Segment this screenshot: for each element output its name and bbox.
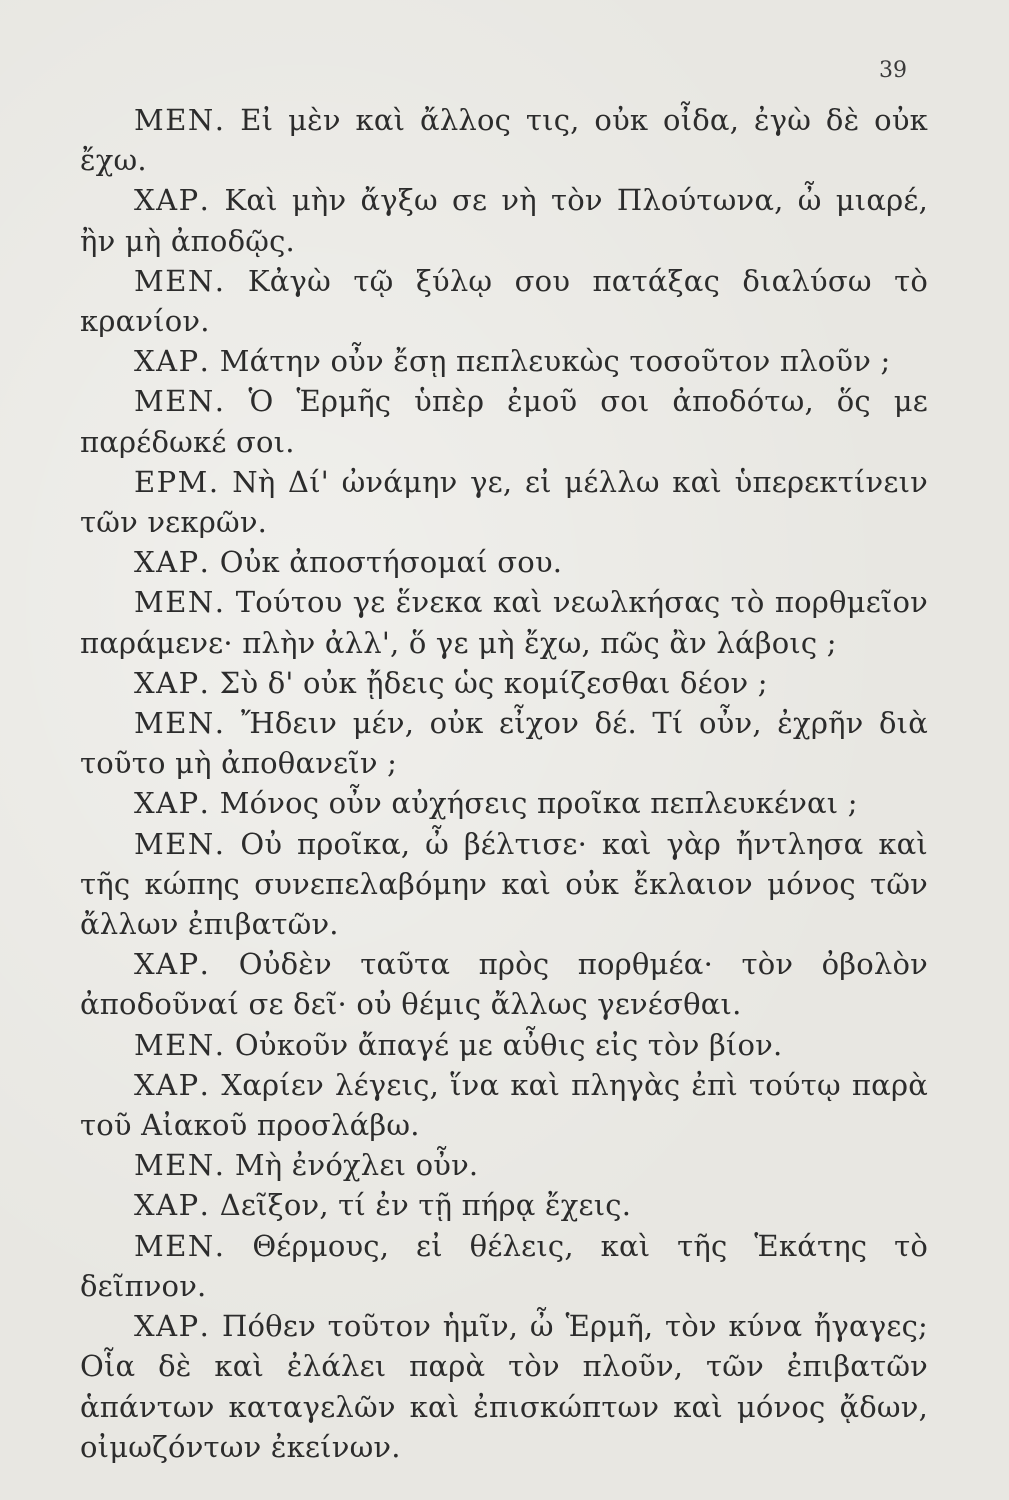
line-text: Νὴ Δί' ὠνάμην γε, εἰ μέλλω καὶ ὑπερεκτίνειν τῶν νεκρῶν.	[80, 464, 929, 540]
speaker-label: ΜΕΝ.	[134, 585, 226, 620]
line-text: Οὐ προῖκα, ὦ βέλτισε· καὶ γὰρ ἤντλησα καὶ τῆς κώπης συνεπελαβόμην καὶ οὐκ ἔκλαιον μόνος τῶν ἄλλων ἐπιβατῶν.	[80, 826, 929, 942]
speaker-label: ΧΑΡ.	[134, 947, 211, 982]
dialogue-line	[80, 783, 928, 823]
dialogue-line	[80, 703, 928, 783]
line-text: Χαρίεν λέγεις, ἵνα καὶ πληγὰς ἐπὶ τούτῳ παρὰ τοῦ Αἰακοῦ προσλάβω.	[80, 1067, 929, 1143]
line-text: Εἰ μὲν καὶ ἄλλος τις, οὐκ οἶδα, ἐγὼ δὲ οὐκ ἔχω.	[80, 103, 928, 178]
speaker-label: ΧΑΡ.	[134, 665, 211, 700]
line-text: Θέρμους, εἰ θέλεις, καὶ τῆς Ἑκάτης τὸ δεῖπνον.	[80, 1228, 928, 1303]
speaker-label: ΧΑΡ.	[134, 786, 211, 821]
speaker-label: ΜΕΝ.	[134, 263, 226, 298]
dialogue-line	[80, 582, 928, 662]
dialogue-line	[80, 542, 928, 582]
speaker-label: ΧΑΡ.	[134, 1188, 211, 1223]
line-text: Μάτην οὖν ἔσῃ πεπλευκὼς τοσοῦτον πλοῦν ;	[219, 344, 891, 379]
speaker-label: ΜΕΝ.	[134, 1148, 226, 1183]
speaker-label: ΜΕΝ.	[134, 103, 226, 137]
dialogue-line	[80, 261, 928, 341]
dialogue-line	[80, 462, 928, 542]
dialogue-text	[80, 100, 928, 1467]
line-text: Οὐκοῦν ἄπαγέ με αὖθις εἰς τὸν βίον.	[234, 1027, 783, 1062]
dialogue-line	[80, 1306, 928, 1467]
dialogue-line	[80, 1145, 928, 1185]
dialogue-line	[80, 1226, 928, 1306]
line-text: Κἀγὼ τῷ ξύλῳ σου πατάξας διαλύσω τὸ κρανίον.	[80, 263, 929, 339]
speaker-label: ΧΑΡ.	[134, 1067, 211, 1102]
speaker-label: ΧΑΡ.	[134, 545, 211, 580]
dialogue-line	[80, 824, 928, 945]
line-text: Μὴ ἐνόχλει οὖν.	[234, 1148, 479, 1183]
dialogue-line	[80, 944, 928, 1024]
line-text: Ἤδειν μέν, οὐκ εἶχον δέ. Τί οὖν, ἐχρῆν διὰ τοῦτο μὴ ἀποθανεῖν ;	[80, 706, 929, 781]
line-text: Καὶ μὴν ἄγξω σε νὴ τὸν Πλούτωνα, ὦ μιαρέ, ἢν μὴ ἀποδῷς.	[80, 183, 929, 258]
line-text: Τούτου γε ἕνεκα καὶ νεωλκήσας τὸ πορθμεῖον παράμενε· πλὴν ἀλλ', ὅ γε μὴ ἔχω, πῶς ἂν λάβοις ;	[80, 585, 928, 660]
line-text: Μόνος οὖν αὐχήσεις προῖκα πεπλευκέναι ;	[219, 786, 858, 821]
speaker-label: ΧΑΡ.	[134, 1309, 211, 1344]
speaker-label: ΧΑΡ.	[134, 183, 211, 218]
speaker-label: ΜΕΝ.	[134, 1027, 226, 1062]
dialogue-line	[80, 381, 928, 461]
line-text: Δεῖξον, τί ἐν τῇ πήρᾳ ἔχεις.	[219, 1188, 632, 1223]
dialogue-line	[80, 1025, 928, 1065]
line-text: Οὐκ ἀποστήσομαί σου.	[219, 545, 563, 580]
dialogue-line	[80, 100, 928, 180]
speaker-label: ΜΕΝ.	[134, 384, 226, 419]
speaker-label: ΜΕΝ.	[134, 706, 226, 741]
speaker-label: ΕΡΜ.	[134, 464, 220, 499]
dialogue-line	[80, 663, 928, 703]
page-number: 39	[879, 58, 907, 83]
line-text: Ὁ Ἑρμῆς ὑπὲρ ἐμοῦ σοι ἀποδότω, ὅς με παρέδωκέ σοι.	[80, 384, 928, 459]
speaker-label: ΜΕΝ.	[134, 826, 226, 861]
dialogue-line	[80, 1065, 928, 1145]
line-text: Πόθεν τοῦτον ἡμῖν, ὦ Ἑρμῆ, τὸν κύνα ἤγαγες; Οἷα δὲ καὶ ἐλάλει παρὰ τὸν πλοῦν, τῶν ἐπιβατῶν ἁπάντων καταγελῶν καὶ ἐπισκώπτων καὶ μόνος ᾄδων, οἰμωζόντων ἐκείνων.	[80, 1309, 928, 1464]
dialogue-line	[80, 180, 928, 260]
speaker-label: ΧΑΡ.	[134, 344, 211, 379]
speaker-label: ΜΕΝ.	[134, 1228, 226, 1263]
line-text: Σὺ δ' οὐκ ᾔδεις ὡς κομίζεσθαι δέον ;	[219, 665, 768, 700]
dialogue-line	[80, 1185, 928, 1225]
line-text: Οὐδὲν ταῦτα πρὸς πορθμέα· τὸν ὀβολὸν ἀποδοῦναί σε δεῖ· οὐ θέμις ἄλλως γενέσθαι.	[80, 947, 929, 1022]
dialogue-line	[80, 341, 928, 381]
